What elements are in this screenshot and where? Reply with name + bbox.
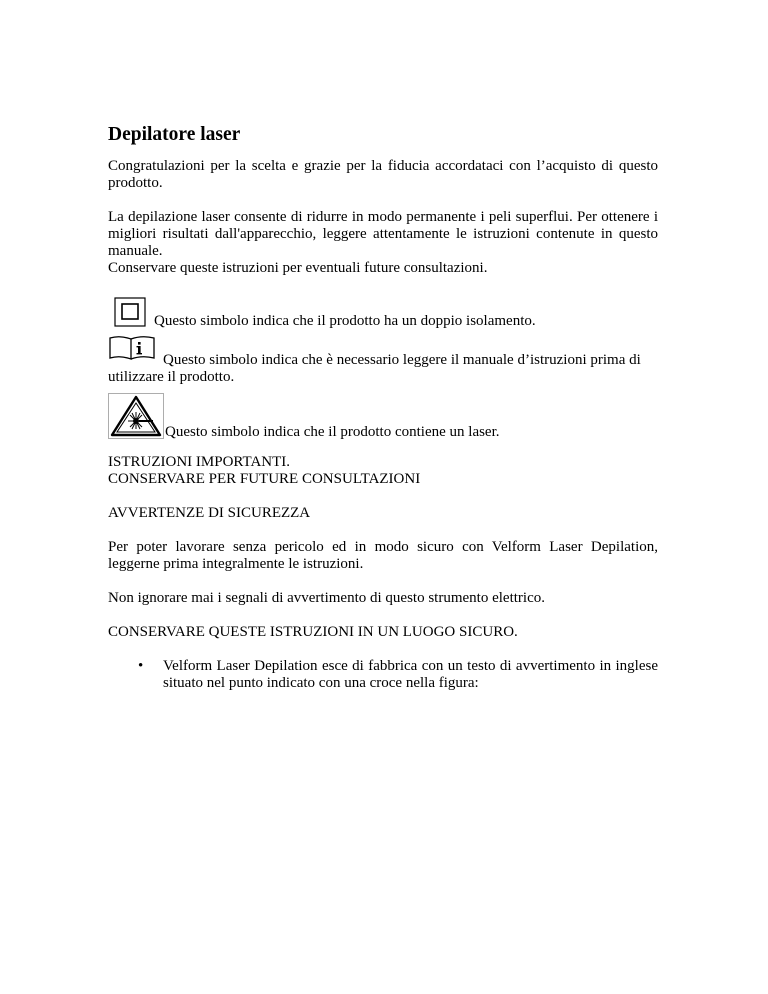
bullet-icon: • (138, 658, 144, 674)
usage-text: La depilazione laser consente di ridurre in modo permanente i peli superflui. Per ottenere i migliori risultati dall'apparecchio, leggere attentamente le istruzioni contenute in questo manuale. (108, 209, 658, 259)
read-manual-text-cont: utilizzare il prodotto. (108, 369, 235, 385)
important-line-2: CONSERVARE PER FUTURE CONSULTAZIONI (108, 471, 421, 487)
laser-warning-row (108, 393, 658, 441)
safety-paragraph-3: CONSERVARE QUESTE ISTRUZIONI IN UN LUOGO SICURO. (108, 624, 518, 640)
bullet-list (108, 658, 658, 692)
double-insulation-row (108, 297, 658, 331)
double-insulation-text: Questo simbolo indica che il prodotto ha un doppio isolamento. (154, 313, 536, 329)
double-insulation-icon (114, 297, 146, 332)
intro-paragraph: Congratulazioni per la scelta e grazie per la fiducia accordataci con l’acquisto di questo prodotto. (108, 158, 658, 191)
keep-instructions-text: Conservare queste istruzioni per eventuali future consultazioni. (108, 260, 488, 276)
usage-paragraph (108, 209, 658, 277)
read-manual-row (108, 335, 658, 385)
laser-warning-text: Questo simbolo indica che il prodotto contiene un laser. (165, 424, 500, 440)
safety-paragraph-2: Non ignorare mai i segnali di avvertimento di questo strumento elettrico. (108, 590, 545, 606)
safety-heading: AVVERTENZE DI SICUREZZA (108, 505, 311, 521)
page-title: Depilatore laser (108, 124, 241, 145)
read-manual-text: Questo simbolo indica che è necessario leggere il manuale d’istruzioni prima di (163, 352, 641, 368)
document-content (108, 124, 658, 692)
important-line-1: ISTRUZIONI IMPORTANTI. (108, 454, 291, 470)
important-notice (108, 454, 658, 488)
safety-paragraph-1: Per poter lavorare senza pericolo ed in modo sicuro con Velform Laser Depilation, leggerne prima integralmente le istruzioni. (108, 539, 658, 572)
list-item (108, 658, 658, 692)
laser-warning-icon (108, 393, 164, 444)
list-item-text: Velform Laser Depilation esce di fabbrica con un testo di avvertimento in inglese situato nel punto indicato con una croce nella figura: (163, 658, 658, 691)
